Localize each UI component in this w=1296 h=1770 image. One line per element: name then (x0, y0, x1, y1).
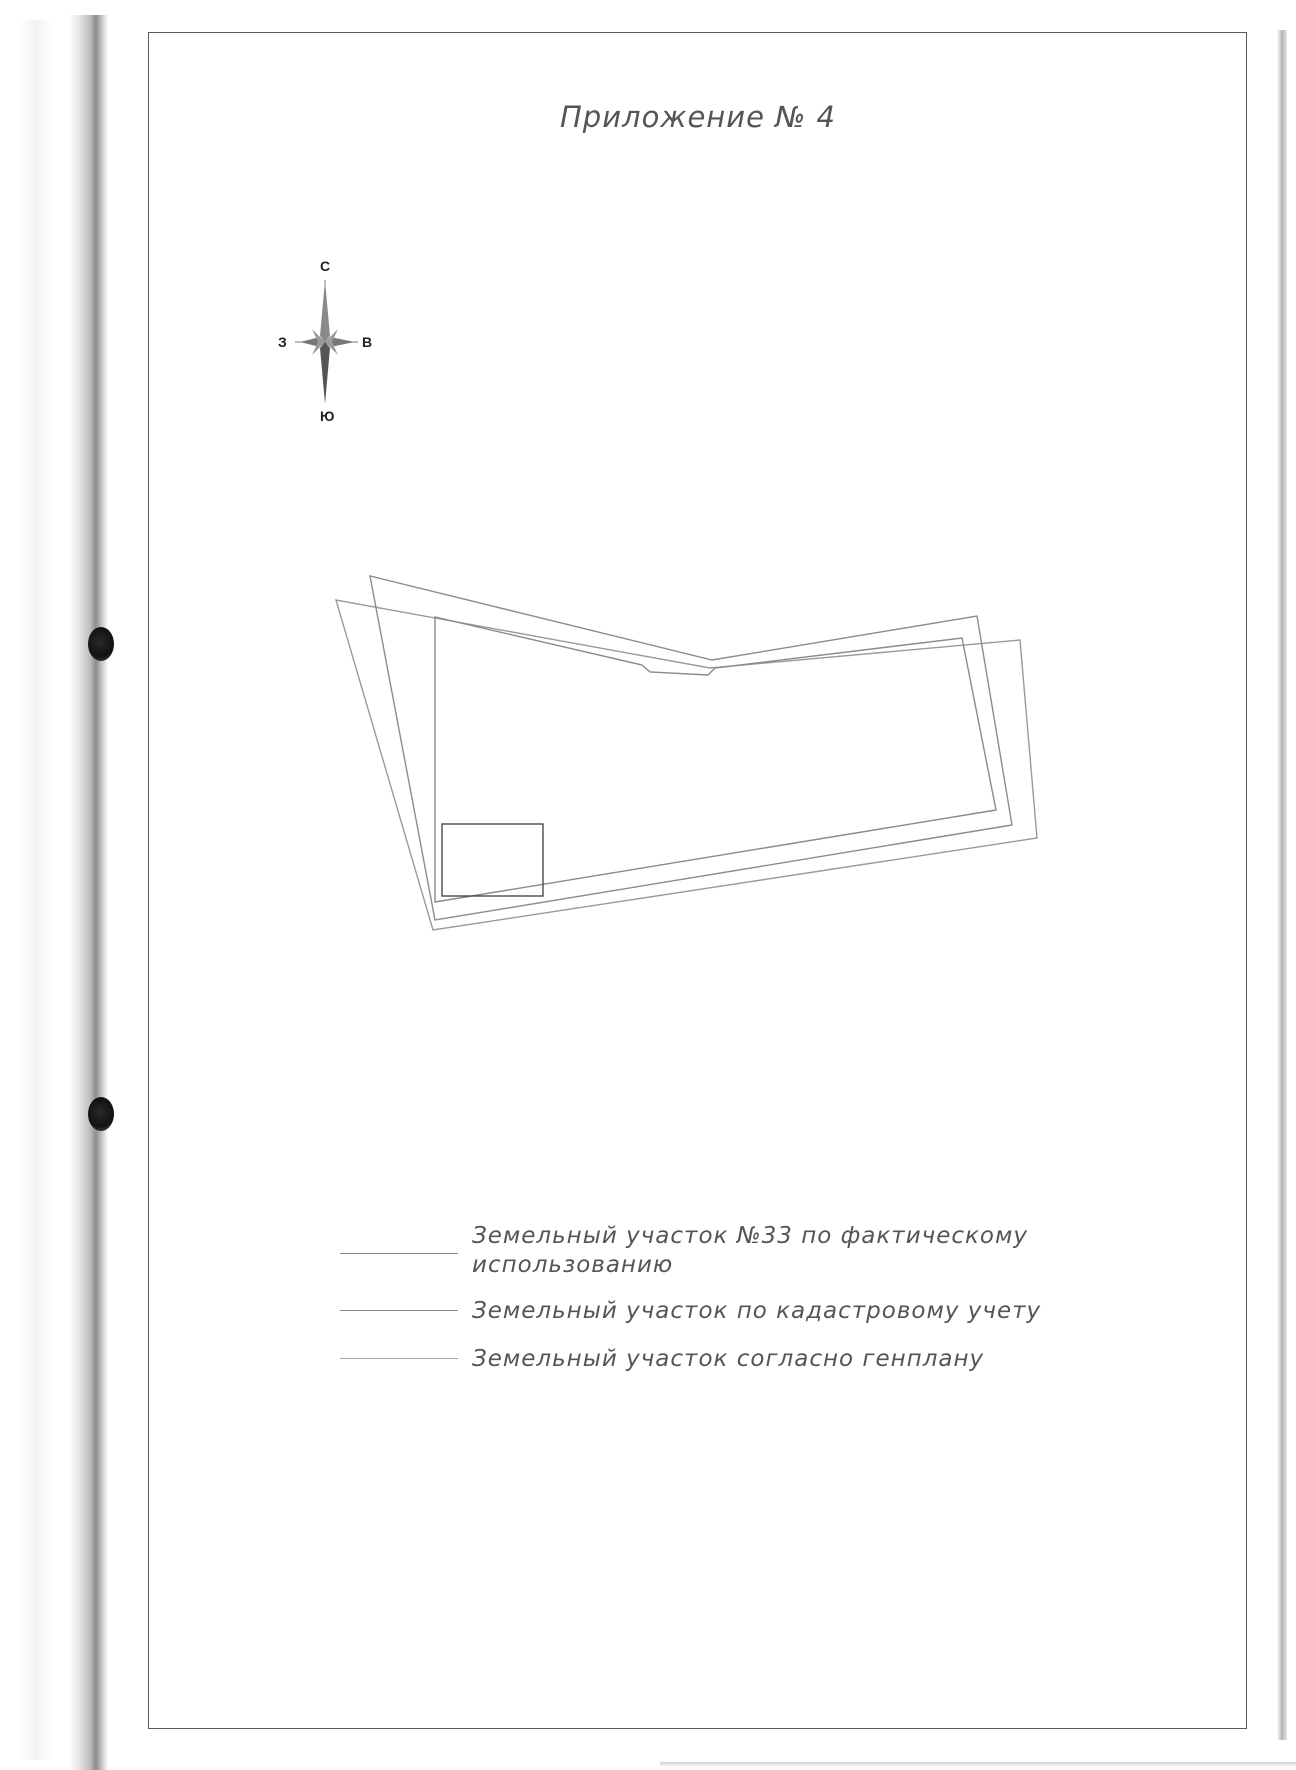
compass-rose (295, 280, 358, 404)
compass-south-needle (320, 342, 330, 404)
legend-label-cadastral: Земельный участок по кадастровому учету (472, 1298, 1042, 1324)
compass-south-label: Ю (320, 408, 335, 424)
parcel-genplan-outline (336, 600, 1037, 930)
legend-label-actual-use: Земельный участок №33 по фактическому использованию (472, 1223, 1028, 1278)
legend-swatch-actual-use (340, 1253, 458, 1254)
compass-north-label: С (320, 258, 331, 274)
legend-label-genplan: Земельный участок согласно генплану (472, 1346, 985, 1372)
compass-north-needle (320, 280, 330, 342)
compass-east-label: В (362, 334, 373, 350)
compass-west-label: З (278, 334, 287, 350)
legend-swatch-genplan (340, 1358, 458, 1359)
parcel-cadastral-outline (370, 576, 1012, 920)
building-footprint (442, 824, 543, 896)
legend-swatch-cadastral (340, 1310, 458, 1311)
page-title: Приложение № 4 (559, 100, 836, 134)
